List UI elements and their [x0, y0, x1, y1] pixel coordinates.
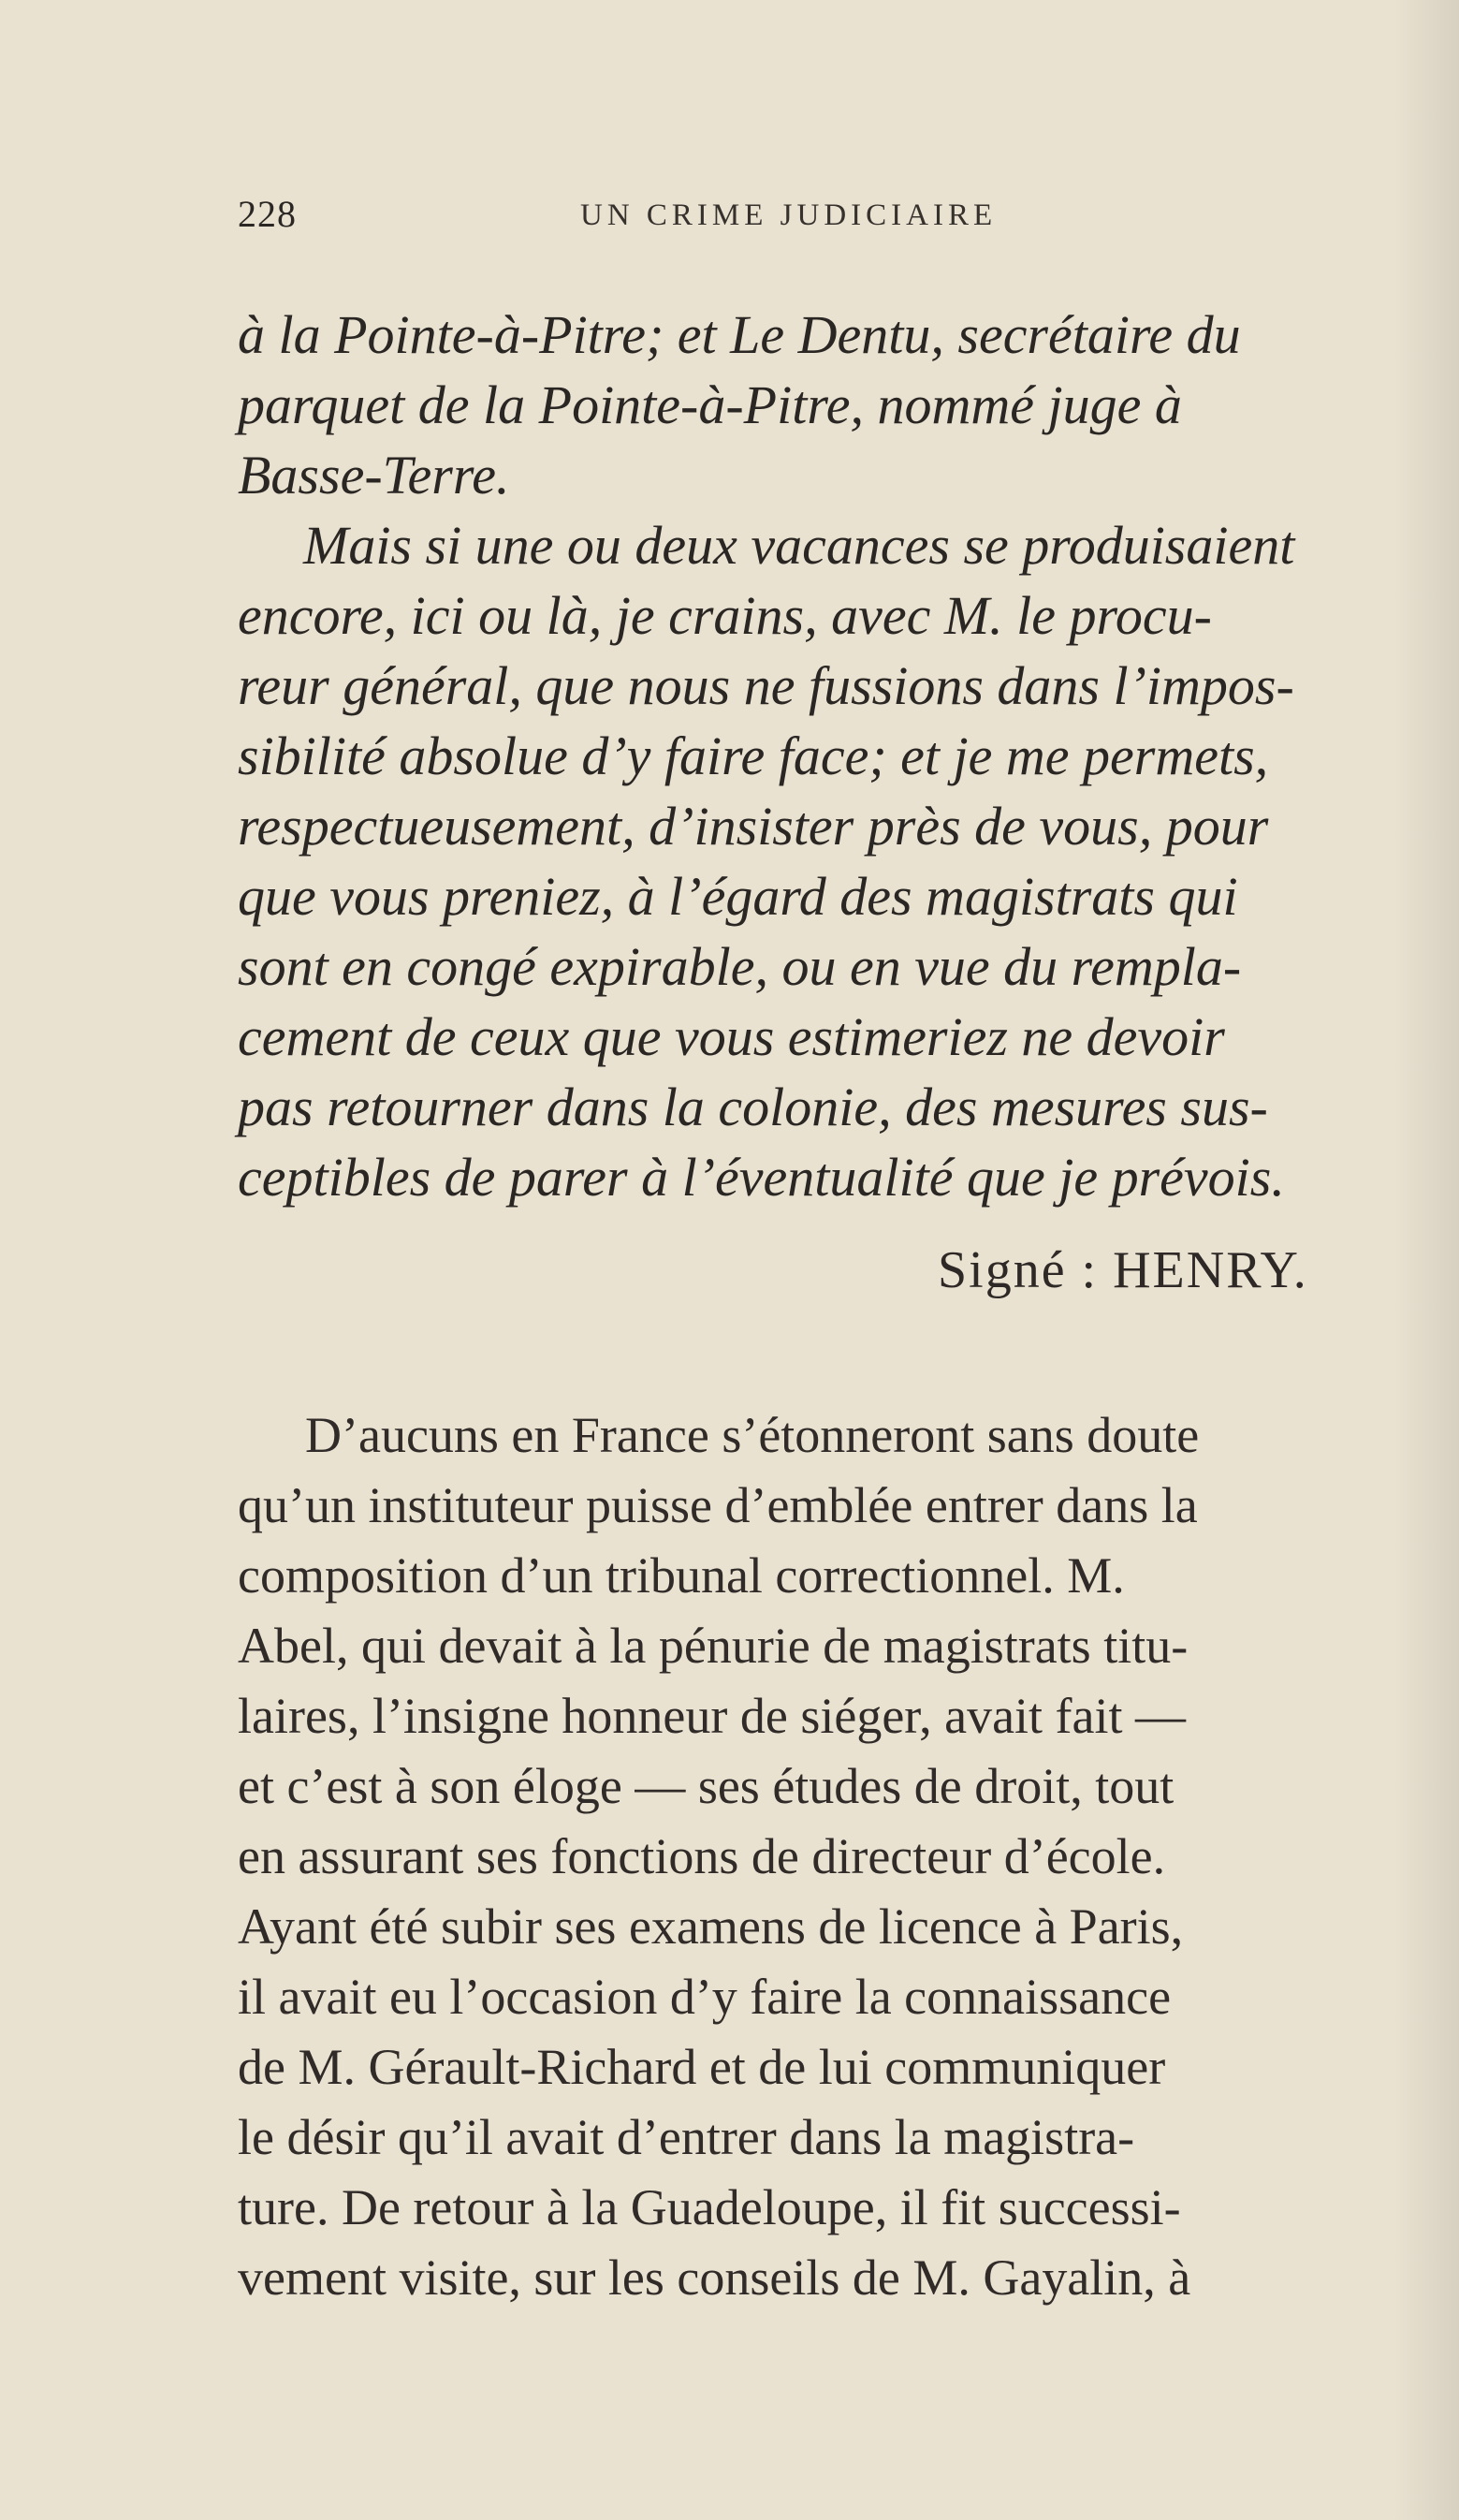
letter-signature: Signé : HENRY.: [938, 1241, 1308, 1299]
body-line: composition d’un tribunal correctionnel. M.: [238, 1547, 1125, 1604]
letter-line: respectueusement, d’insister près de vous, pour: [238, 796, 1269, 857]
body-line: laires, l’insigne honneur de siéger, avait fait —: [238, 1688, 1187, 1744]
body-line: ture. De retour à la Guadeloupe, il fit successi-: [238, 2179, 1181, 2235]
letter-line: ceptibles de parer à l’éventualité que je prévois.: [238, 1147, 1285, 1208]
body-line: qu’un instituteur puisse d’emblée entrer dans la: [238, 1477, 1198, 1533]
letter-line: sont en congé expirable, ou en vue du rempla-: [238, 936, 1242, 997]
letter-line: pas retourner dans la colonie, des mesures sus-: [238, 1077, 1268, 1137]
letter-line: reur général, que nous ne fussions dans l’impos-: [238, 655, 1294, 716]
letter-line: cement de ceux que vous estimeriez ne devoir: [238, 1006, 1225, 1067]
body-text: [238, 1400, 1421, 2313]
body-line: et c’est à son éloge — ses études de droit, tout: [238, 1758, 1174, 1814]
body-line: il avait eu l’occasion d’y faire la connaissance: [238, 1969, 1172, 2025]
body-line: de M. Gérault-Richard et de lui communiquer: [238, 2039, 1166, 2095]
letter-line: sibilité absolue d’y faire face; et je me permets,: [238, 725, 1269, 786]
running-head: [238, 192, 1421, 248]
body-line: Ayant été subir ses examens de licence à Paris,: [238, 1898, 1184, 1955]
book-title: UN CRIME JUDICIAIRE: [580, 198, 998, 232]
letter-line: Basse-Terre.: [238, 445, 510, 505]
quoted-letter: [238, 300, 1421, 1212]
letter-line: à la Pointe-à-Pitre; et Le Dentu, secrétaire du: [238, 304, 1241, 365]
letter-line: parquet de la Pointe-à-Pitre, nommé juge à: [238, 374, 1182, 435]
body-line: en assurant ses fonctions de directeur d’école.: [238, 1828, 1166, 1884]
letter-line: Mais si une ou deux vacances se produisaient: [303, 515, 1295, 576]
page-number: 228: [238, 193, 297, 235]
body-line: vement visite, sur les conseils de M. Gayalin, à: [238, 2249, 1191, 2306]
body-line: Abel, qui devait à la pénurie de magistrats titu-: [238, 1618, 1189, 1674]
letter-line: encore, ici ou là, je crains, avec M. le procu-: [238, 585, 1212, 646]
body-line: D’aucuns en France s’étonneront sans doute: [305, 1407, 1200, 1463]
body-line: le désir qu’il avait d’entrer dans la magistra-: [238, 2109, 1135, 2165]
letter-line: que vous preniez, à l’égard des magistrats qui: [238, 866, 1238, 927]
